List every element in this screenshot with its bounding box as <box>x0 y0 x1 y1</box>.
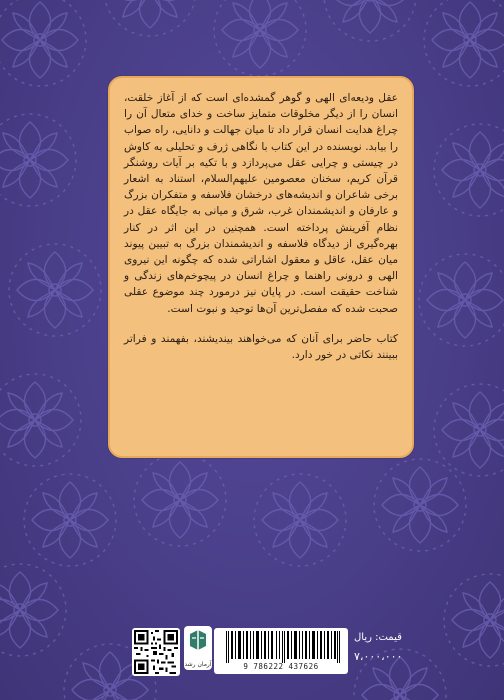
publisher-logo-icon <box>184 626 212 670</box>
price-block <box>354 630 408 664</box>
barcode-bars <box>224 631 342 663</box>
price-label: قیمت: ریال <box>354 632 402 643</box>
price-value: ۷،۰۰۰،۰۰۰ <box>354 650 403 663</box>
description-paragraph-1: عقل ودیعه‌ای الهی و گوهر گمشده‌ای است که از آغاز خلقت، انسان را از دیگر مخلوقات متمایز ساخت و خدای متعال آن را چراغ هدایت انسان قرار داد تا میان جهالت و دانایی، راه صواب را بیابد. نویسنده در این کتاب با نگاهی ژرف و تحلیلی به کاوش در چیستی و چرایی عقل می‌پردازد و با تکیه بر آیات روشنگر قرآن کریم، سخنان معصومین علیهم‌السلام، استناد به اشعار برخی شاعران و اندیشه‌های درخشان فلاسفه و متفکران بزرگ و عارفان و اندیشمندان غرب، شرق و میانی به جایگاه عقل در نظام آفرینش پرداخته است. همچنین در این اثر در کنار بهره‌گیری از دیدگاه فلاسفه و اندیشمندان بزرگ به تبیین پیوند میان عقل، عاقل و معقول اشاراتی شده که چگونه این نیروی الهی و درونی راهنما و چراغ انسان در پیچوخم‌های زندگی و شناخت حقیقت است. در پایان نیز درمورد چند موضوع عقلی صحبت شده که مفصل‌ترین آن‌ها توحید و نبوت است. <box>124 92 398 315</box>
description-paragraph-2: کتاب حاضر برای آنان که می‌خواهند بیندیشند، بفهمند و فراتر ببینند نکاتی در خور دارد. <box>124 332 398 362</box>
description-text <box>124 90 398 363</box>
bottom-info-bar <box>0 612 504 700</box>
barcode-number: 9 786222 437626 <box>243 662 319 671</box>
description-panel <box>108 76 414 458</box>
publisher-name: آرمان رشد <box>184 661 212 668</box>
qr-code-icon <box>132 628 180 676</box>
barcode <box>214 628 348 674</box>
